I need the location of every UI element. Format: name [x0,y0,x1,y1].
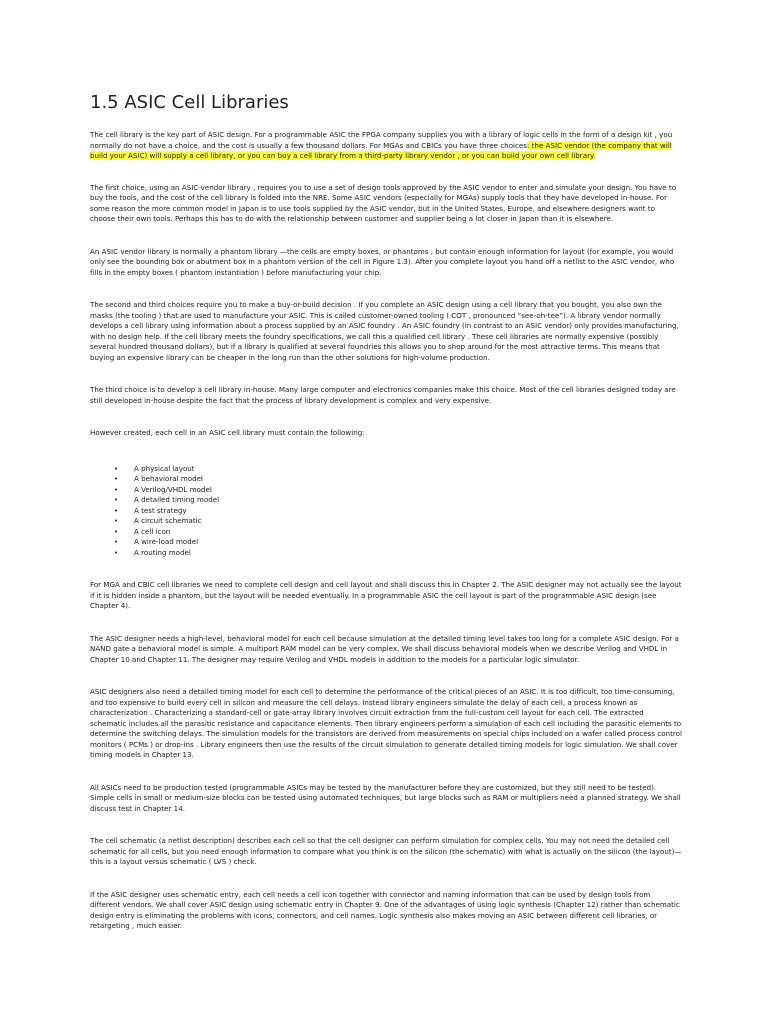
list-item: • A routing model [90,548,682,559]
paragraph-first-choice: The first choice, using an ASIC-vendor library , requires you to use a set of design tools approved by the ASIC vendor to enter and simulate your design. You have to buy the tools, and the cost of the cell library is folded into the NRE. Some ASIC vendors (especially for MGAs) supply tools that they have developed in-house. For some reason the more common model in Japan is to use tools supplied by the ASIC vendor, but in the United States, Europe, and elsewhere designers want to choose their own tools. Perhaps this has to do with the relationship between customer and supplier being a lot closer in Japan than it is elsewhere. [90,182,677,223]
list-item: • A circuit schematic [90,516,682,527]
bullet-icon: • [114,463,119,473]
list-item: • A physical layout [90,464,682,475]
list-item: • A behavioral model [90,474,682,485]
list-item: • A cell icon [90,527,682,538]
cell-contents-list [90,464,682,559]
paragraph-third-choice: The third choice is to develop a cell library in-house. Many large computer and electronics companies make this choice. Most of the cell libraries designed today are still developed in-house despite the fact that the process of library development is complex and very expensive. [90,385,676,405]
paragraph-timing-model: ASIC designers also need a detailed timing model for each cell to determine the performance of the critical pieces of an ASIC. It is too difficult, too time-consuming, and too expensive to build every cell in silicon and measure the cell delays. Instead library engineers simulate the delay of each cell, a process known as characterization . Characterizing a standard-cell or gate-array library involves circuit extraction from the full-custom cell layout for each cell. The extracted schematic includes all the parasitic resistance and capacitance elements. Then library engineers perform a simulation of each cell including the parasitic elements to determine the switching delays. The simulation models for the transistors are derived from measurements on special chips included on a wafer called process control monitors ( PCMs ) or drop-ins . Library engineers then use the results of the circuit simulation to generate detailed timing models for logic simulation. We shall cover timing models in Chapter 13. [90,687,682,759]
paragraph-buy-or-build: The second and third choices require you to make a buy-or-build decision . If you complete an ASIC design using a cell library that you bought, you also own the masks (the tooling ) that are used to manufacture your ASIC. This is called customer-owned tooling ( COT , pronounced “see-oh-tee”). A library vendor normally develops a cell library using information about a process supplied by an ASIC foundry . An ASIC foundry (in contrast to an ASIC vendor) only provides manufacturing, with no design help. If the cell library meets the foundry specifications, we call this a qualified cell library . These cell libraries are normally expensive (possibly several hundred thousand dollars), but if a library is qualified at several foundries this allows you to shop around for the most attractive terms. This means that buying an expensive library can be cheaper in the long run than the other solutions for high-volume production. [90,300,679,362]
paragraph-cell-schematic: The cell schematic (a netlist description) describes each cell so that the cell designer can perform simulation for complex cells. You may not need the detailed cell schematic for all cells, but you need enough information to compare what you think is on the silicon (the schematic) with what is actually on the silicon (the layout)—this is a layout versus schematic ( LVS ) check. [90,836,682,866]
bullet-icon: • [114,526,119,536]
paragraph-behavioral-model: The ASIC designer needs a high-level, behavioral model for each cell because simulation at the detailed timing level takes too long for a complete ASIC design. For a NAND gate a behavioral model is simple. A multiport RAM model can be very complex. We shall discuss behavioral models when we describe Verilog and VHDL in Chapter 10 and Chapter 11. The designer may require Verilog and VHDL models in addition to the models for a particular logic simulator. [90,633,679,664]
highlighted-text: : the ASIC vendor (the company that will build your ASIC) will supply a cell library, or you can buy a cell library from a third-party library vendor , or you can build your own cell library. [90,140,672,160]
bullet-icon: • [114,484,119,494]
list-item: • A test strategy [90,506,682,517]
list-item: • A detailed timing model [90,495,682,506]
paragraph-cell-icon: If the ASIC designer uses schematic entry, each cell needs a cell icon together with connector and naming information that can be used by design tools from different vendors. We shall cover ASIC design using schematic entry in Chapter 9. One of the advantages of using logic synthesis (Chapter 12) rather than schematic design entry is eliminating the problems with icons, connectors, and cell names. Logic synthesis also makes moving an ASIC between different cell libraries, or retargeting , much easier. [90,889,680,930]
bullet-icon: • [114,547,119,557]
paragraph-cell-layout: For MGA and CBIC cell libraries we need to complete cell design and cell layout and shall discuss this in Chapter 2. The ASIC designer may not actually see the layout if it is hidden inside a phantom, but the layout will be needed eventually. In a programmable ASIC the cell layout is part of the programmable ASIC design (see Chapter 4). [90,580,682,610]
bullet-icon: • [114,537,119,546]
paragraph-list-intro: However created, each cell in an ASIC cell library must contain the following: [90,428,365,437]
document-page [90,92,682,932]
intro-text: The cell library is the key part of ASIC design. For a programmable ASIC the FPGA company supplies you with a library of logic cells in the form of a design kit , you normally do not have a choice, and the cost is usually a few thousand dollars. For MGAs and CBICs you have three choices [90,130,673,150]
bullet-icon: • [114,495,119,504]
page-title: 1.5 ASIC Cell Libraries [90,92,289,113]
list-item: • A Verilog/VHDL model [90,485,682,496]
paragraph-test-strategy: All ASICs need to be production tested (programmable ASICs may be tested by the manufacturer before they are customized, but they still need to be tested). Simple cells in small or medium-size blocks can be tested using automated techniques, but large blocks such as RAM or multipliers need a planned strategy. We shall discuss test in Chapter 14. [90,782,681,813]
bullet-icon: • [114,505,119,515]
paragraph-phantom-library: An ASIC vendor library is normally a phantom library —the cells are empty boxes, or phantoms , but contain enough information for layout (for example, you would only see the bounding box or abutment box in a phantom version of the cell in Figure 1.3). After you complete layout you hand off a netlist to the ASIC vendor, who fills in the empty boxes ( phantom instantiation ) before manufacturing your chip. [90,246,675,277]
bullet-icon: • [114,474,119,483]
bullet-icon: • [114,516,119,525]
list-item: • A wire-load model [90,537,682,548]
intro-paragraph [90,130,682,162]
